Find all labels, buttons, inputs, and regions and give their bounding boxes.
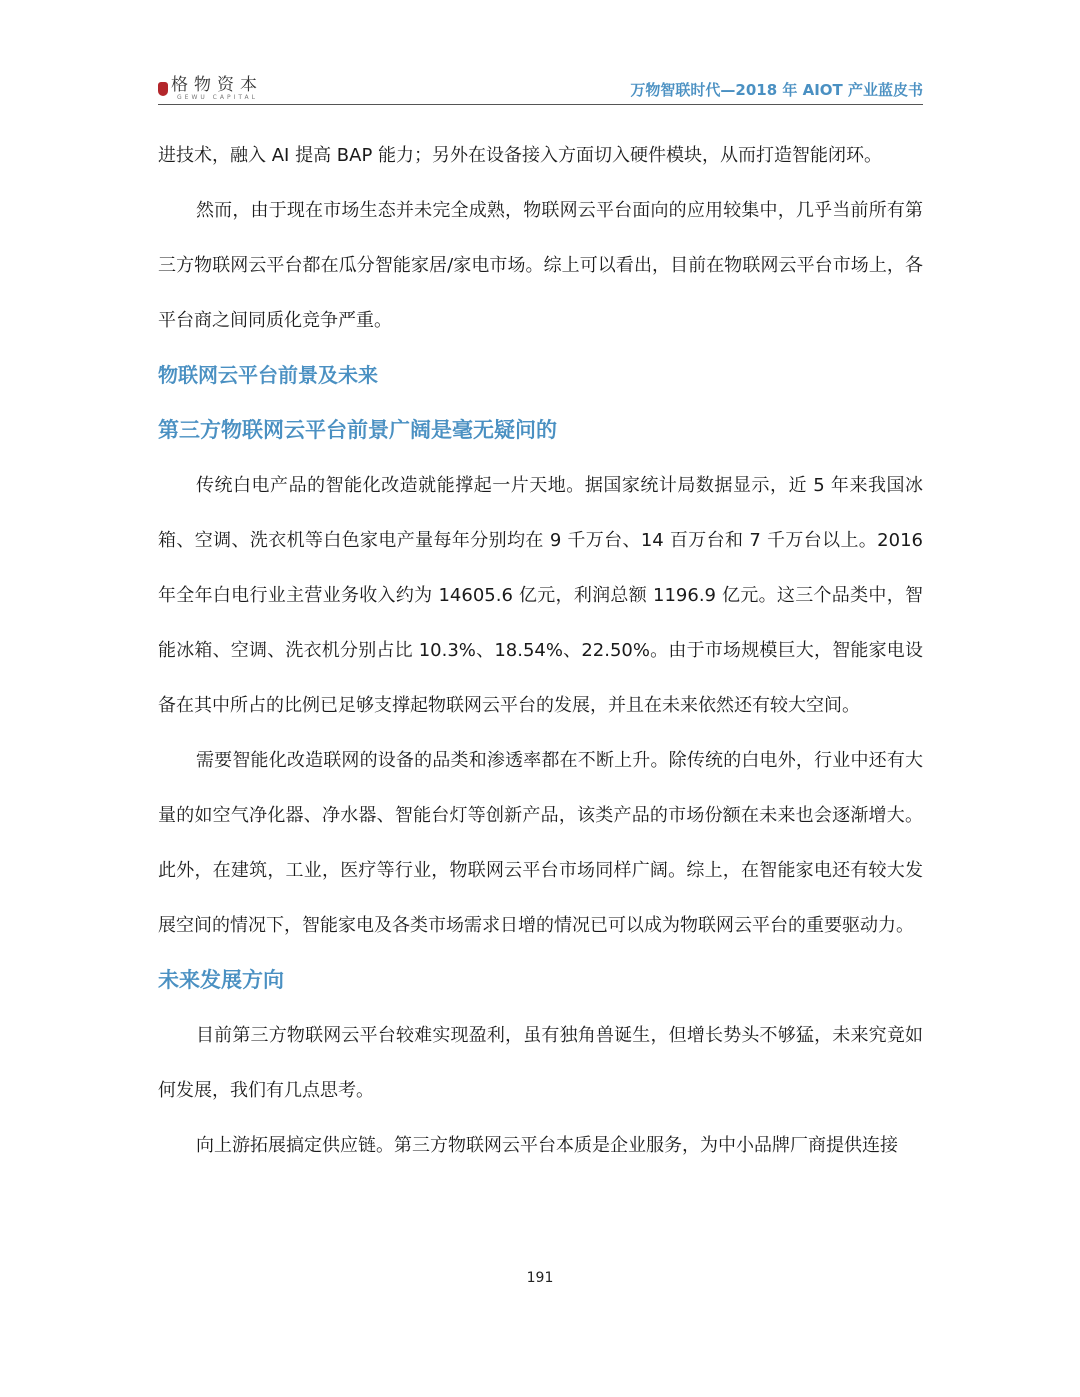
paragraph: 目前第三方物联网云平台较难实现盈利，虽有独角兽诞生，但增长势头不够猛，未来究竟如何发展，我们有几点思考。 — [158, 1025, 923, 1101]
logo-seal-icon — [158, 82, 168, 96]
paragraph: 传统白电产品的智能化改造就能撑起一片天地。据国家统计局数据显示，近 5 年来我国冰箱、空调、洗衣机等白色家电产量每年分别均在 9 千万台、14 百万台和 7 千万台以上。2016 年全年白电行业主营业务收入约为 14605.6 亿元，利润总额 1196.9 亿元。这三个品类中，智能冰箱、空调、洗衣机分别占比 10.3%、18.54%、22.50%。由于市场规模巨大，智能家电设备在其中所占的比例已足够支撑起物联网云平台的发展，并且在未来依然还有较大空间。 — [158, 475, 923, 716]
subsection-heading: 第三方物联网云平台前景广阔是毫无疑问的 — [158, 418, 557, 442]
company-logo — [158, 76, 263, 102]
logo-text: 格物资本 — [171, 75, 263, 95]
page-header — [158, 72, 923, 105]
subsection-heading: 未来发展方向 — [158, 968, 284, 992]
paragraph: 然而，由于现在市场生态并未完全成熟，物联网云平台面向的应用较集中，几乎当前所有第三方物联网云平台都在瓜分智能家居/家电市场。综上可以看出，目前在物联网云平台市场上，各平台商之间同质化竞争严重。 — [158, 200, 923, 331]
paragraph: 向上游拓展搞定供应链。第三方物联网云平台本质是企业服务，为中小品牌厂商提供连接 — [196, 1135, 898, 1156]
document-title: 万物智联时代—2018 年 AIOT 产业蓝皮书 — [630, 81, 923, 99]
paragraph: 需要智能化改造联网的设备的品类和渗透率都在不断上升。除传统的白电外，行业中还有大量的如空气净化器、净水器、智能台灯等创新产品，该类产品的市场份额在未来也会逐渐增大。此外，在建筑，工业，医疗等行业，物联网云平台市场同样广阔。综上，在智能家电还有较大发展空间的情况下，智能家电及各类市场需求日增的情况已可以成为物联网云平台的重要驱动力。 — [158, 750, 923, 936]
logo-subtext: GEWU CAPITAL — [177, 94, 258, 101]
page-number: 191 — [526, 1270, 554, 1286]
page-content — [158, 128, 923, 1173]
paragraph: 进技术，融入 AI 提高 BAP 能力；另外在设备接入方面切入硬件模块，从而打造智能闭环。 — [158, 145, 883, 166]
section-heading: 物联网云平台前景及未来 — [158, 363, 378, 387]
